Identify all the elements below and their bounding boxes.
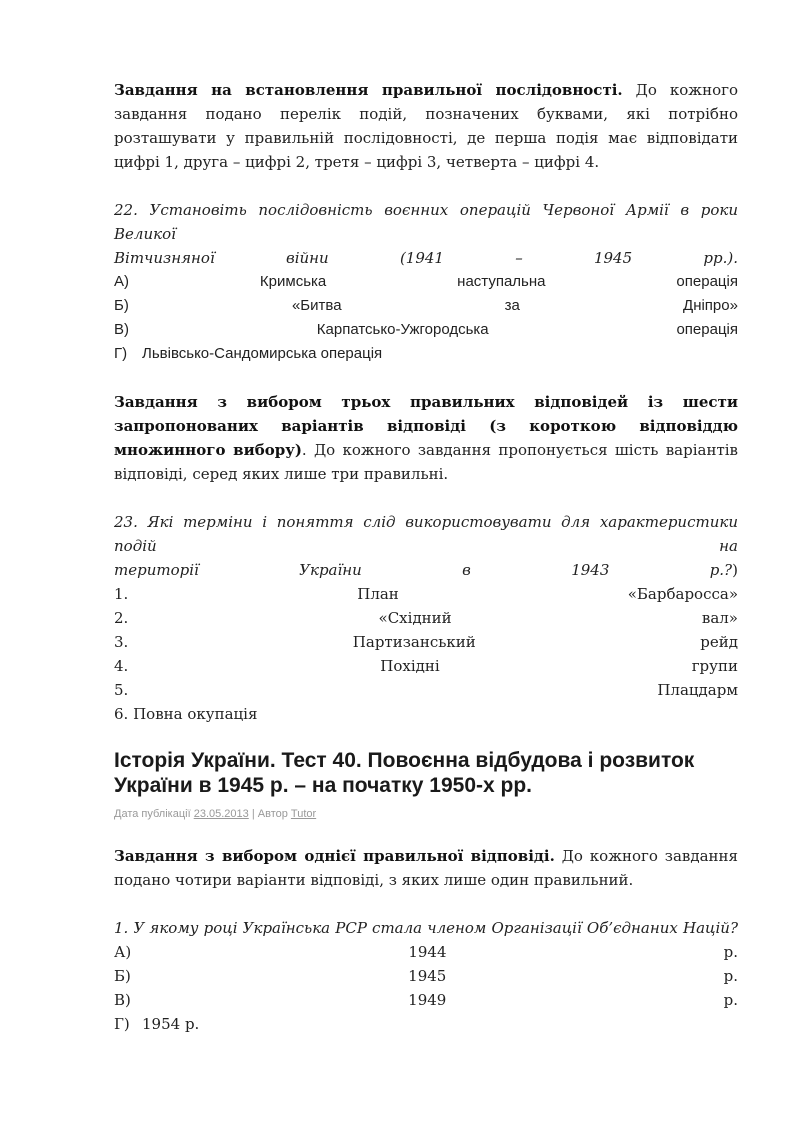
- instruction-sequence: [114, 78, 738, 174]
- author-link[interactable]: Tutor: [290, 808, 317, 820]
- q22-option-b: Б) «Битва за Дніпро»: [114, 297, 738, 314]
- q23-option-3: 3. Партизанський рейд: [114, 633, 738, 651]
- q1-option-d: Г) 1954 р.: [114, 1015, 200, 1033]
- instruction-single-choice: [114, 844, 738, 892]
- document-page: [114, 78, 738, 1036]
- q23-line1: 23. Які терміни і поняття слід використовувати для характеристики подій на: [114, 513, 738, 555]
- q1-option-a: А) 1944 р.: [114, 943, 738, 961]
- instruction-multiple-choice-heading: Завдання з вибором трьох правильних відповідей із шести запропонованих варіантів відповіді (з короткою відповіддю множинного вибору): [114, 393, 738, 459]
- instruction-sequence-text: До кожного завдання подано перелік подій, позначених буквами, які потрібно розташувати у правильній послідовності, де перша подія має відповідати цифрі 1, друга – цифрі 2, третя – цифрі 3, четверта – цифрі 4.: [114, 81, 738, 171]
- q1-option-c: В) 1949 р.: [114, 991, 738, 1009]
- q22-option-c: В) Карпатсько-Ужгородська операція: [114, 321, 738, 338]
- q23-option-4: 4. Похідні групи: [114, 657, 738, 675]
- q23-option-6: 6. Повна окупація: [114, 705, 258, 723]
- article-title[interactable]: Історія України. Тест 40. Повоєнна відбудова і розвиток України в 1945 р. – на початку 1950-х рр.: [114, 749, 695, 797]
- instruction-single-choice-text: До кожного завдання подано чотири варіанти відповіді, з яких лише один правильний.: [114, 847, 738, 889]
- q22-option-a: А) Кримська наступальна операція: [114, 273, 738, 290]
- instruction-single-choice-heading: Завдання з вибором однієї правильної відповіді.: [114, 847, 555, 865]
- q1-line1: 1. У якому році Українська РСР стала членом Організації Об’єднаних Націй?: [114, 919, 738, 937]
- q23-option-5: 5. Плацдарм: [114, 681, 738, 699]
- q23-line2: території України в 1943 р.?): [114, 561, 738, 579]
- q22-option-d: Г) Львівсько-Сандомирська операція: [114, 345, 383, 362]
- publication-date-link[interactable]: 23.05.2013: [193, 808, 249, 820]
- q1-option-b: Б) 1945 р.: [114, 967, 738, 985]
- instruction-multiple-choice: [114, 390, 738, 486]
- q22-line2: Вітчизняної війни (1941 – 1945 рр.).: [114, 249, 738, 267]
- instruction-multiple-choice-text: . До кожного завдання пропонується шість варіантів відповіді, серед яких лише три правильні.: [114, 441, 738, 483]
- instruction-sequence-heading: Завдання на встановлення правильної послідовності.: [114, 81, 623, 99]
- article-meta: Дата публікації 23.05.2013 | Автор Tutor: [114, 808, 317, 820]
- q22-line1: 22. Установіть послідовність воєнних операцій Червоної Армії в роки Великої: [114, 201, 738, 243]
- q23-option-2: 2. «Східний вал»: [114, 609, 738, 627]
- q23-option-1: 1. План «Барбаросса»: [114, 585, 738, 603]
